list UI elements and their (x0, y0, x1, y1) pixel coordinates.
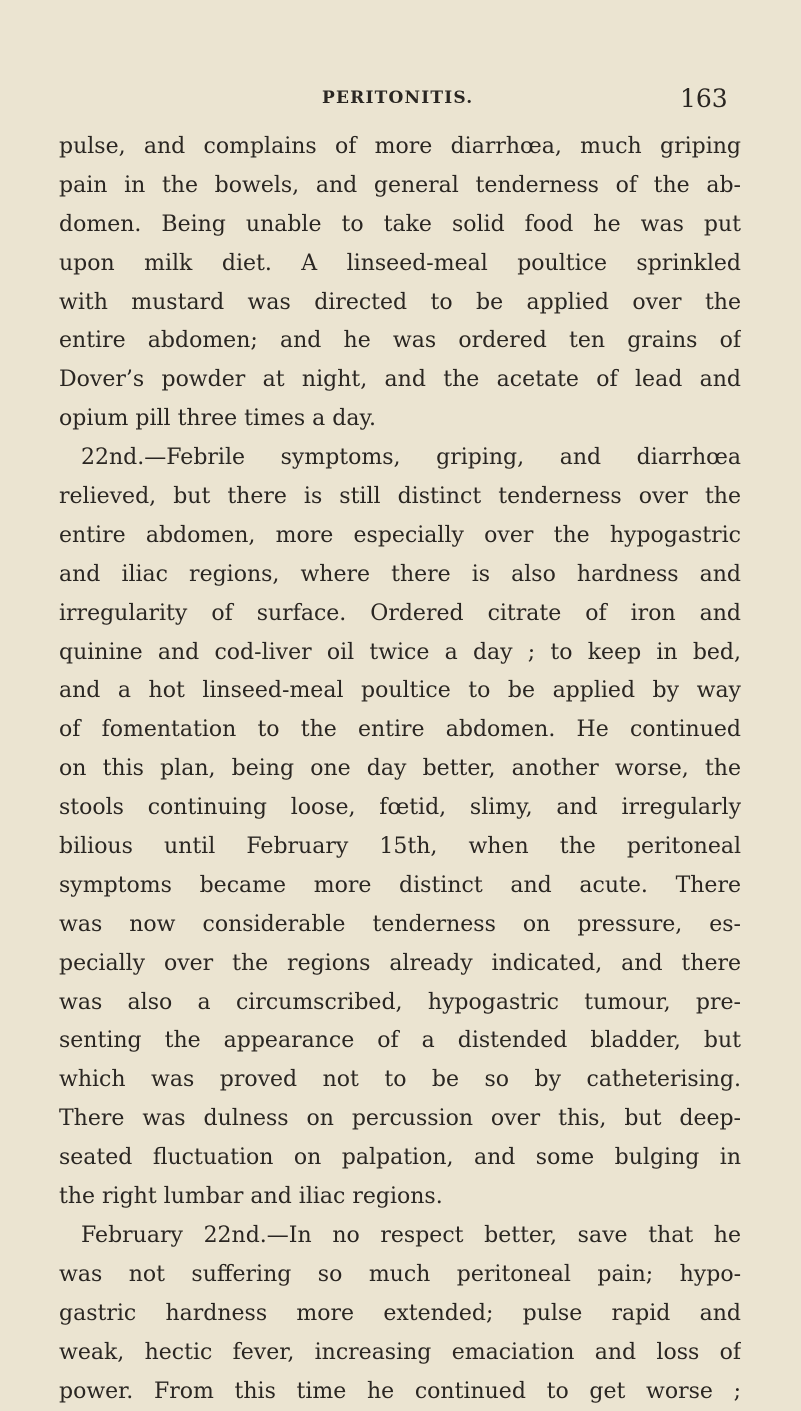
text-line: irregularity of surface. Ordered citrate of iron and (59, 595, 741, 634)
text-line: and a hot linseed-meal poultice to be applied by way (59, 672, 741, 711)
text-line: and iliac regions, where there is also hardness and (59, 556, 741, 595)
text-line: seated fluctuation on palpation, and some bulging in (59, 1139, 741, 1178)
text-line: with mustard was directed to be applied over the (59, 284, 741, 323)
text-line: stools continuing loose, fœtid, slimy, and irregularly (59, 789, 741, 828)
text-line: of fomentation to the entire abdomen. He continued (59, 711, 741, 750)
text-line: which was proved not to be so by catheterising. (59, 1061, 741, 1100)
text-line: opium pill three times a day. (59, 400, 741, 439)
page-number: 163 (680, 84, 728, 113)
text-line: gastric hardness more extended; pulse rapid and (59, 1295, 741, 1334)
text-line: pulse, and complains of more diarrhœa, much griping (59, 128, 741, 167)
text-line: on this plan, being one day better, another worse, the (59, 750, 741, 789)
text-line: upon milk diet. A linseed-meal poultice sprinkled (59, 245, 741, 284)
text-line: relieved, but there is still distinct tenderness over the (59, 478, 741, 517)
running-head (0, 84, 801, 116)
text-line: There was dulness on percussion over this, but deep- (59, 1100, 741, 1139)
text-line: 22nd.—Febrile symptoms, griping, and diarrhœa (59, 439, 741, 478)
text-line: was not suffering so much peritoneal pain; hypo- (59, 1256, 741, 1295)
body-text (59, 128, 741, 1411)
text-line: Dover’s powder at night, and the acetate of lead and (59, 361, 741, 400)
text-line: entire abdomen; and he was ordered ten grains of (59, 322, 741, 361)
text-line: bilious until February 15th, when the peritoneal (59, 828, 741, 867)
text-line: was also a circumscribed, hypogastric tumour, pre- (59, 984, 741, 1023)
text-line: February 22nd.—In no respect better, save that he (59, 1217, 741, 1256)
text-line: senting the appearance of a distended bladder, but (59, 1022, 741, 1061)
running-title: PERITONITIS. (322, 88, 473, 108)
text-line: power. From this time he continued to get worse ; (59, 1373, 741, 1411)
text-line: pain in the bowels, and general tenderness of the ab- (59, 167, 741, 206)
text-line: entire abdomen, more especially over the hypogastric (59, 517, 741, 556)
text-line: weak, hectic fever, increasing emaciation and loss of (59, 1334, 741, 1373)
text-line: symptoms became more distinct and acute. There (59, 867, 741, 906)
text-line: quinine and cod-liver oil twice a day ; to keep in bed, (59, 634, 741, 673)
text-line: the right lumbar and iliac regions. (59, 1178, 741, 1217)
text-line: was now considerable tenderness on pressure, es- (59, 906, 741, 945)
text-line: domen. Being unable to take solid food he was put (59, 206, 741, 245)
text-line: pecially over the regions already indicated, and there (59, 945, 741, 984)
